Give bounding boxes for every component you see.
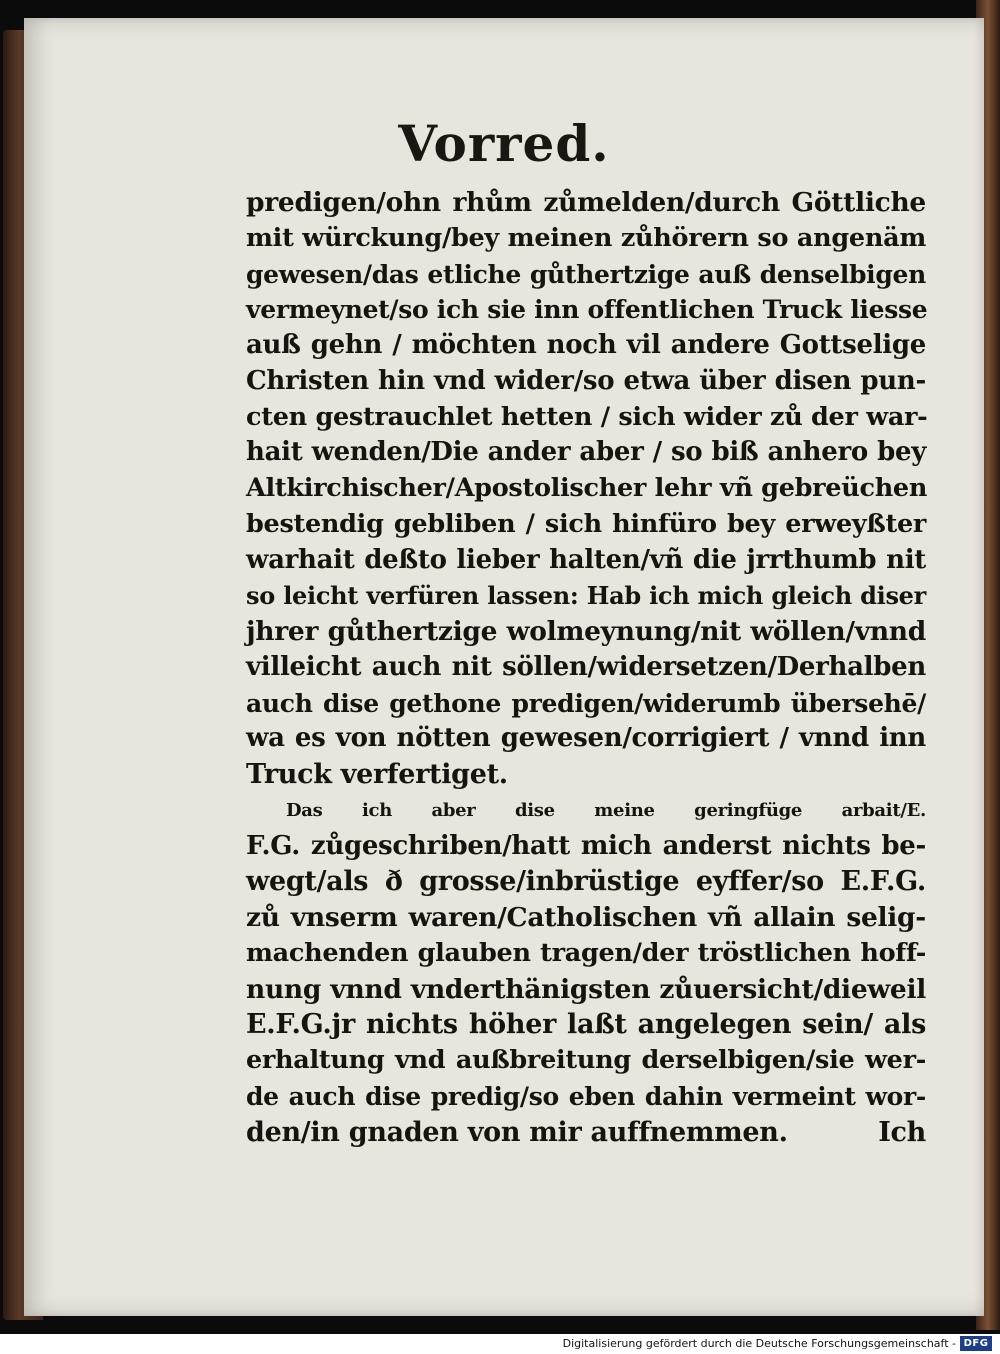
text-line: vermeynet/so ich sie inn offentlichen Truck liesse (246, 295, 928, 325)
text-line: de auch dise predig/so eben dahin vermeint wor- (246, 1081, 926, 1111)
text-line: machenden glauben tragen/der tröstlichen hoff- (246, 937, 926, 968)
digitization-credit: Digitalisierung gefördert durch die Deutsche Forschungsgemeinschaft - (562, 1337, 956, 1350)
text-line: gewesen/das etliche gůthertzige auß denselbigen (246, 259, 926, 289)
text-line: zů vnserm waren/Catholischen vñ allain selig- (246, 902, 926, 933)
text-block (246, 185, 926, 1150)
book-page (24, 18, 984, 1316)
text-line: F.G. zůgeschriben/hatt mich anderst nichts be- (246, 830, 926, 861)
text-line: cten gestrauchlet hetten / sich wider zů der war- (246, 401, 928, 432)
text-line: nung vnnd vnderthänigsten zůuersicht/dieweil (246, 973, 926, 1005)
catchword: Ich (878, 1116, 926, 1148)
text-line: warhait deßto lieber halten/vñ die jrrthumb nit (246, 544, 926, 575)
text-line: Truck verfertiget. (246, 759, 508, 790)
footer-bar (0, 1334, 1000, 1354)
last-line-with-catchword (246, 1115, 926, 1151)
text-line: Das ich aber dise meine geringfüge arbait/E. (286, 799, 926, 821)
running-head: Vorred. (398, 114, 610, 173)
text-line: villeicht auch nit söllen/widersetzen/Derhalben (246, 651, 926, 682)
text-line: wegt/als ð grosse/inbrüstige eyffer/so E.F.G. (246, 866, 926, 898)
text-line: bestendig gebliben / sich hinfüro bey erweyßter (246, 508, 926, 539)
text-line: E.F.G.jr nichts höher laßt angelegen sein/ als (246, 1009, 926, 1041)
text-line: auch dise gethone predigen/widerumb übersehē/ (246, 688, 926, 718)
text-line: erhaltung vnd außbreitung derselbigen/sie wer- (246, 1045, 926, 1075)
text-line: Altkirchischer/Apostolischer lehr vñ gebreüchen (246, 473, 928, 503)
text-line: auß gehn / möchten noch vil andere Gottselige (246, 330, 926, 360)
text-line: mit würckung/bey meinen zůhörern so angenäm (246, 222, 926, 253)
text-line: wa es von nötten gewesen/corrigiert / vnnd inn (246, 723, 926, 754)
dfg-logo: DFG (960, 1336, 992, 1351)
last-line: den/in gnaden von mir auffnemmen. (246, 1116, 788, 1148)
text-line: predigen/ohn rhům zůmelden/durch Göttliche (246, 187, 926, 218)
text-line: so leicht verfüren lassen: Hab ich mich gleich diser (246, 581, 926, 611)
text-line: hait wenden/Die ander aber / so biß anhero bey (246, 437, 926, 468)
text-line: Christen hin vnd wider/so etwa über disen pun- (246, 365, 926, 396)
text-line: jhrer gůthertzige wolmeynung/nit wöllen/vnnd (246, 616, 926, 647)
